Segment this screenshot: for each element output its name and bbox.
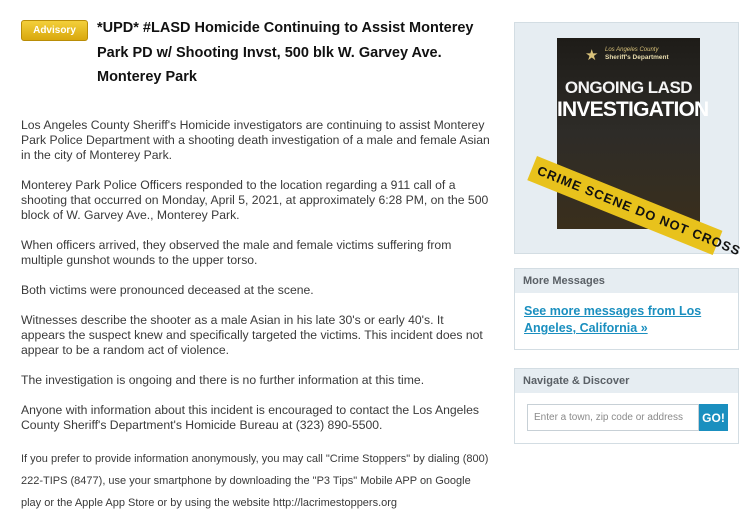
poster-title-line1: ONGOING LASD — [564, 78, 693, 97]
article-paragraph: Monterey Park Police Officers responded to the location regarding a 911 call of a shooting that occurred on Monday, April 5, 2021, at approximately 6:28 PM, on the 500 block of W. Garvey Ave., Monterey Park. — [21, 178, 489, 222]
crime-scene-tape: CRIME SCENE DO NOT CROSS — [527, 156, 722, 255]
location-search-input[interactable] — [527, 404, 699, 431]
crime-stoppers-paragraph: If you prefer to provide information anonymously, you may call "Crime Stoppers" by dialing (800) 222-TIPS (8477), use your smartphone by downloading the "P3 Tips" Mobile APP on Google play or the Apple App Store or by using the website http://lacrimestoppers.org — [21, 453, 489, 509]
article-paragraph: The investigation is ongoing and there is no further information at this time. — [21, 373, 425, 387]
image-panel — [514, 22, 744, 259]
navigate-header: Navigate & Discover — [515, 369, 738, 393]
go-button[interactable]: GO! — [699, 404, 728, 431]
article-paragraph: Anyone with information about this incident is encouraged to contact the Los Angeles County Sheriff's Department's Homicide Bureau at (323) 890-5500. — [21, 403, 480, 432]
poster-dept-line2: Sheriff's Department — [605, 54, 669, 61]
poster-title-line2: INVESTIGATION — [557, 98, 709, 121]
navigate-box — [514, 368, 739, 444]
article-paragraph: Both victims were pronounced deceased at the scene. — [21, 283, 314, 297]
page-title: *UPD* #LASD Homicide Continuing to Assist Monterey Park PD w/ Shooting Invst, 500 blk W. Garvey Ave. Monterey Park — [97, 20, 474, 85]
more-messages-box — [514, 268, 739, 350]
poster-dept-line1: Los Angeles County — [605, 47, 659, 53]
article-paragraph: When officers arrived, they observed the male and female victims suffering from multiple gunshot wounds to the upper torso. — [21, 238, 452, 267]
advisory-badge: Advisory — [21, 20, 88, 41]
sheriff-star-icon: ★ — [585, 47, 599, 64]
article-paragraph: Witnesses describe the shooter as a male Asian in his late 30's or early 40's. It appears the suspect knew and specifically targeted the victims. This incident does not appear to be a random act of violence. — [21, 313, 483, 357]
see-more-messages-link[interactable]: See more messages from Los Angeles, California » — [524, 304, 702, 335]
article-body — [21, 118, 491, 514]
investigation-poster — [535, 38, 744, 259]
article-paragraph: Los Angeles County Sheriff's Homicide investigators are continuing to assist Monterey Park Police Department with a shooting death investigation of a male and female Asian in the city of Monterey Park. — [21, 118, 490, 162]
more-messages-header: More Messages — [515, 269, 738, 293]
